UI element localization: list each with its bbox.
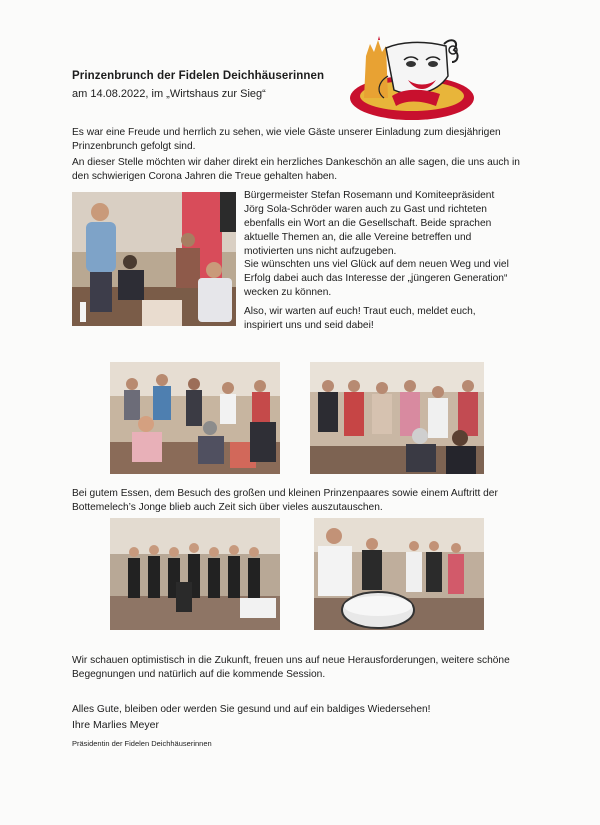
thanks-paragraph: An dieser Stelle möchten wir daher direkt ein herzliches Dankeschön an alle sagen, die uns auch in den schwierigen Corona Jahren die Treue gehalten haben. [72,157,520,182]
photo-guests-right [310,362,484,474]
photo-drummer [314,518,484,630]
photo-guests-left [110,362,280,474]
signature-role: Präsidentin der Fidelen Deichhäuserinnen [72,739,212,748]
jester-logo-icon [348,36,476,126]
photo-speaker [72,192,236,326]
photo-band-group [110,518,280,630]
food-paragraph: Bei gutem Essen, dem Besuch des großen und kleinen Prinzenpaares sowie einem Auftritt der Bottemelech’s Jonge blieb auch Zeit sich über vieles auszutauschen. [72,488,498,513]
intro-paragraph: Es war eine Freude und herrlich zu sehen, wie viele Gäste unserer Einladung zum diesjährigen Prinzenbrunch gefolgt sind. [72,127,501,152]
invitation-paragraph: Also, wir warten auf euch! Traut euch, meldet euch, inspiriert uns und seid dabei! [244,306,476,331]
closing-paragraph: Alles Gute, bleiben oder werden Sie gesund und auf ein baldiges Wiedersehen! [72,704,431,715]
document-subtitle: am 14.08.2022, im „Wirtshaus zur Sieg“ [72,88,266,100]
document-title: Prinzenbrunch der Fidelen Deichhäuserinnen [72,70,325,82]
outlook-paragraph: Wir schauen optimistisch in die Zukunft, freuen uns auf neue Herausforderungen, weitere schöne Begegnungen und natürlich auf die kommende Session. [72,655,510,680]
mayor-paragraph: Bürgermeister Stefan Rosemann und Komiteepräsident Jörg Sola-Schröder waren auch zu Gast und richteten ebenfalls ein Wort an die Gesellschaft. Beide sprachen aktuelle Themen an, die alle Vereine betreffen und motivierten uns nicht aufzugeben. [244,190,495,257]
wishes-paragraph: Sie wünschten uns viel Glück auf dem neuen Weg und viel Erfolg dabei auch das Interesse der „jüngeren Generation“ wecken zu können. [244,259,509,298]
signature-name: Ihre Marlies Meyer [72,719,159,731]
club-logo [348,36,476,126]
